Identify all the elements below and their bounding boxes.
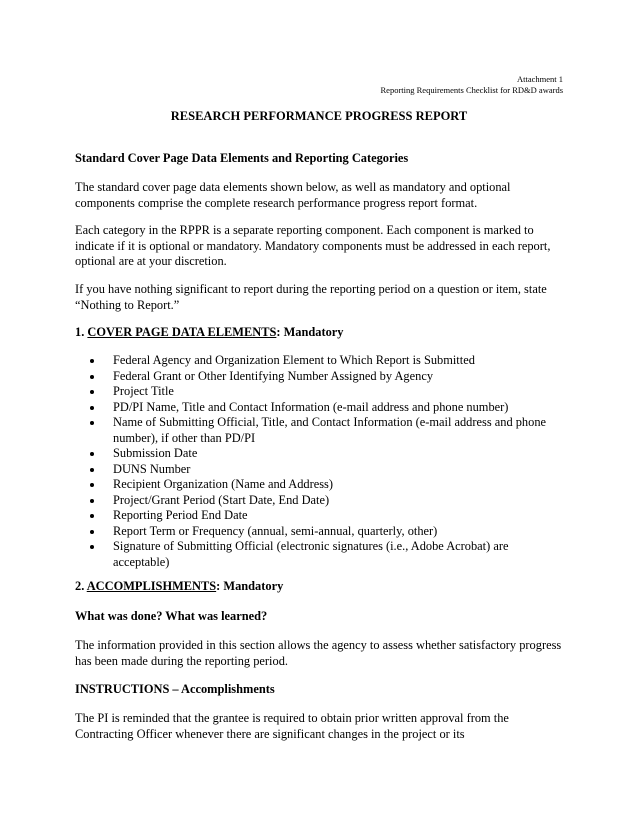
intro-heading: Standard Cover Page Data Elements and Reporting Categories <box>75 151 409 165</box>
document-title: RESEARCH PERFORMANCE PROGRESS REPORT <box>170 109 468 123</box>
intro-paragraph-1: The standard cover page data elements shown below, as well as mandatory and optional components comprise the complete research performance progress report format. <box>75 180 511 210</box>
section2-question: What was done? What was learned? <box>75 609 268 623</box>
list-item: Signature of Submitting Official (electronic signatures (i.e., Adobe Acrobat) are acceptable) <box>90 539 560 570</box>
list-item: Reporting Period End Date <box>90 508 560 524</box>
list-item: Federal Grant or Other Identifying Number Assigned by Agency <box>90 369 560 385</box>
bullet-icon <box>90 545 94 549</box>
section1-name: COVER PAGE DATA ELEMENTS <box>87 325 277 339</box>
list-item: Recipient Organization (Name and Address) <box>90 477 560 493</box>
intro-paragraph-3: If you have nothing significant to report during the reporting period on a question or item, state “Nothing to Report.” <box>75 282 547 312</box>
list-item: Name of Submitting Official, Title, and Contact Information (e-mail address and phone number), if other than PD/PI <box>90 415 560 446</box>
section2-number: 2. <box>75 579 87 593</box>
list-item: PD/PI Name, Title and Contact Information (e-mail address and phone number) <box>90 400 560 416</box>
bullet-icon <box>90 421 94 425</box>
bullet-icon <box>90 483 94 487</box>
section1-number: 1. <box>75 325 88 339</box>
bullet-icon <box>90 375 94 379</box>
section2-paragraph-1: The information provided in this section allows the agency to assess whether satisfactory progress has been made during the reporting period. <box>75 638 562 668</box>
header-subtitle: Reporting Requirements Checklist for RD&D awards <box>380 85 563 95</box>
attachment-label: Attachment 1 <box>516 74 563 84</box>
bullet-icon <box>90 406 94 410</box>
list-item: DUNS Number <box>90 462 560 478</box>
bullet-icon <box>90 468 94 472</box>
list-item: Project Title <box>90 384 560 400</box>
instructions-heading: INSTRUCTIONS – Accomplishments <box>75 682 275 696</box>
bullet-icon <box>90 530 94 534</box>
cover-page-elements-list <box>90 353 560 570</box>
list-item: Report Term or Frequency (annual, semi-annual, quarterly, other) <box>90 524 560 540</box>
bullet-icon <box>90 514 94 518</box>
section2-name: ACCOMPLISHMENTS <box>86 579 217 593</box>
bullet-icon <box>90 499 94 503</box>
section1-suffix: : Mandatory <box>276 325 344 339</box>
list-item: Submission Date <box>90 446 560 462</box>
intro-paragraph-2: Each category in the RPPR is a separate reporting component. Each component is marked to indicate if it is optional or mandatory. Mandatory components must be addressed in each report, optional are at your discretion. <box>75 223 551 268</box>
section2-paragraph-2: The PI is reminded that the grantee is required to obtain prior written approval from the Contracting Officer whenever there are significant changes in the project or its <box>75 711 509 741</box>
bullet-icon <box>90 452 94 456</box>
bullet-icon <box>90 359 94 363</box>
list-item: Federal Agency and Organization Element to Which Report is Submitted <box>90 353 560 369</box>
section2-suffix: : Mandatory <box>216 579 284 593</box>
section1-heading <box>75 325 570 341</box>
list-item: Project/Grant Period (Start Date, End Date) <box>90 493 560 509</box>
section2-heading <box>75 579 570 595</box>
bullet-icon <box>90 390 94 394</box>
